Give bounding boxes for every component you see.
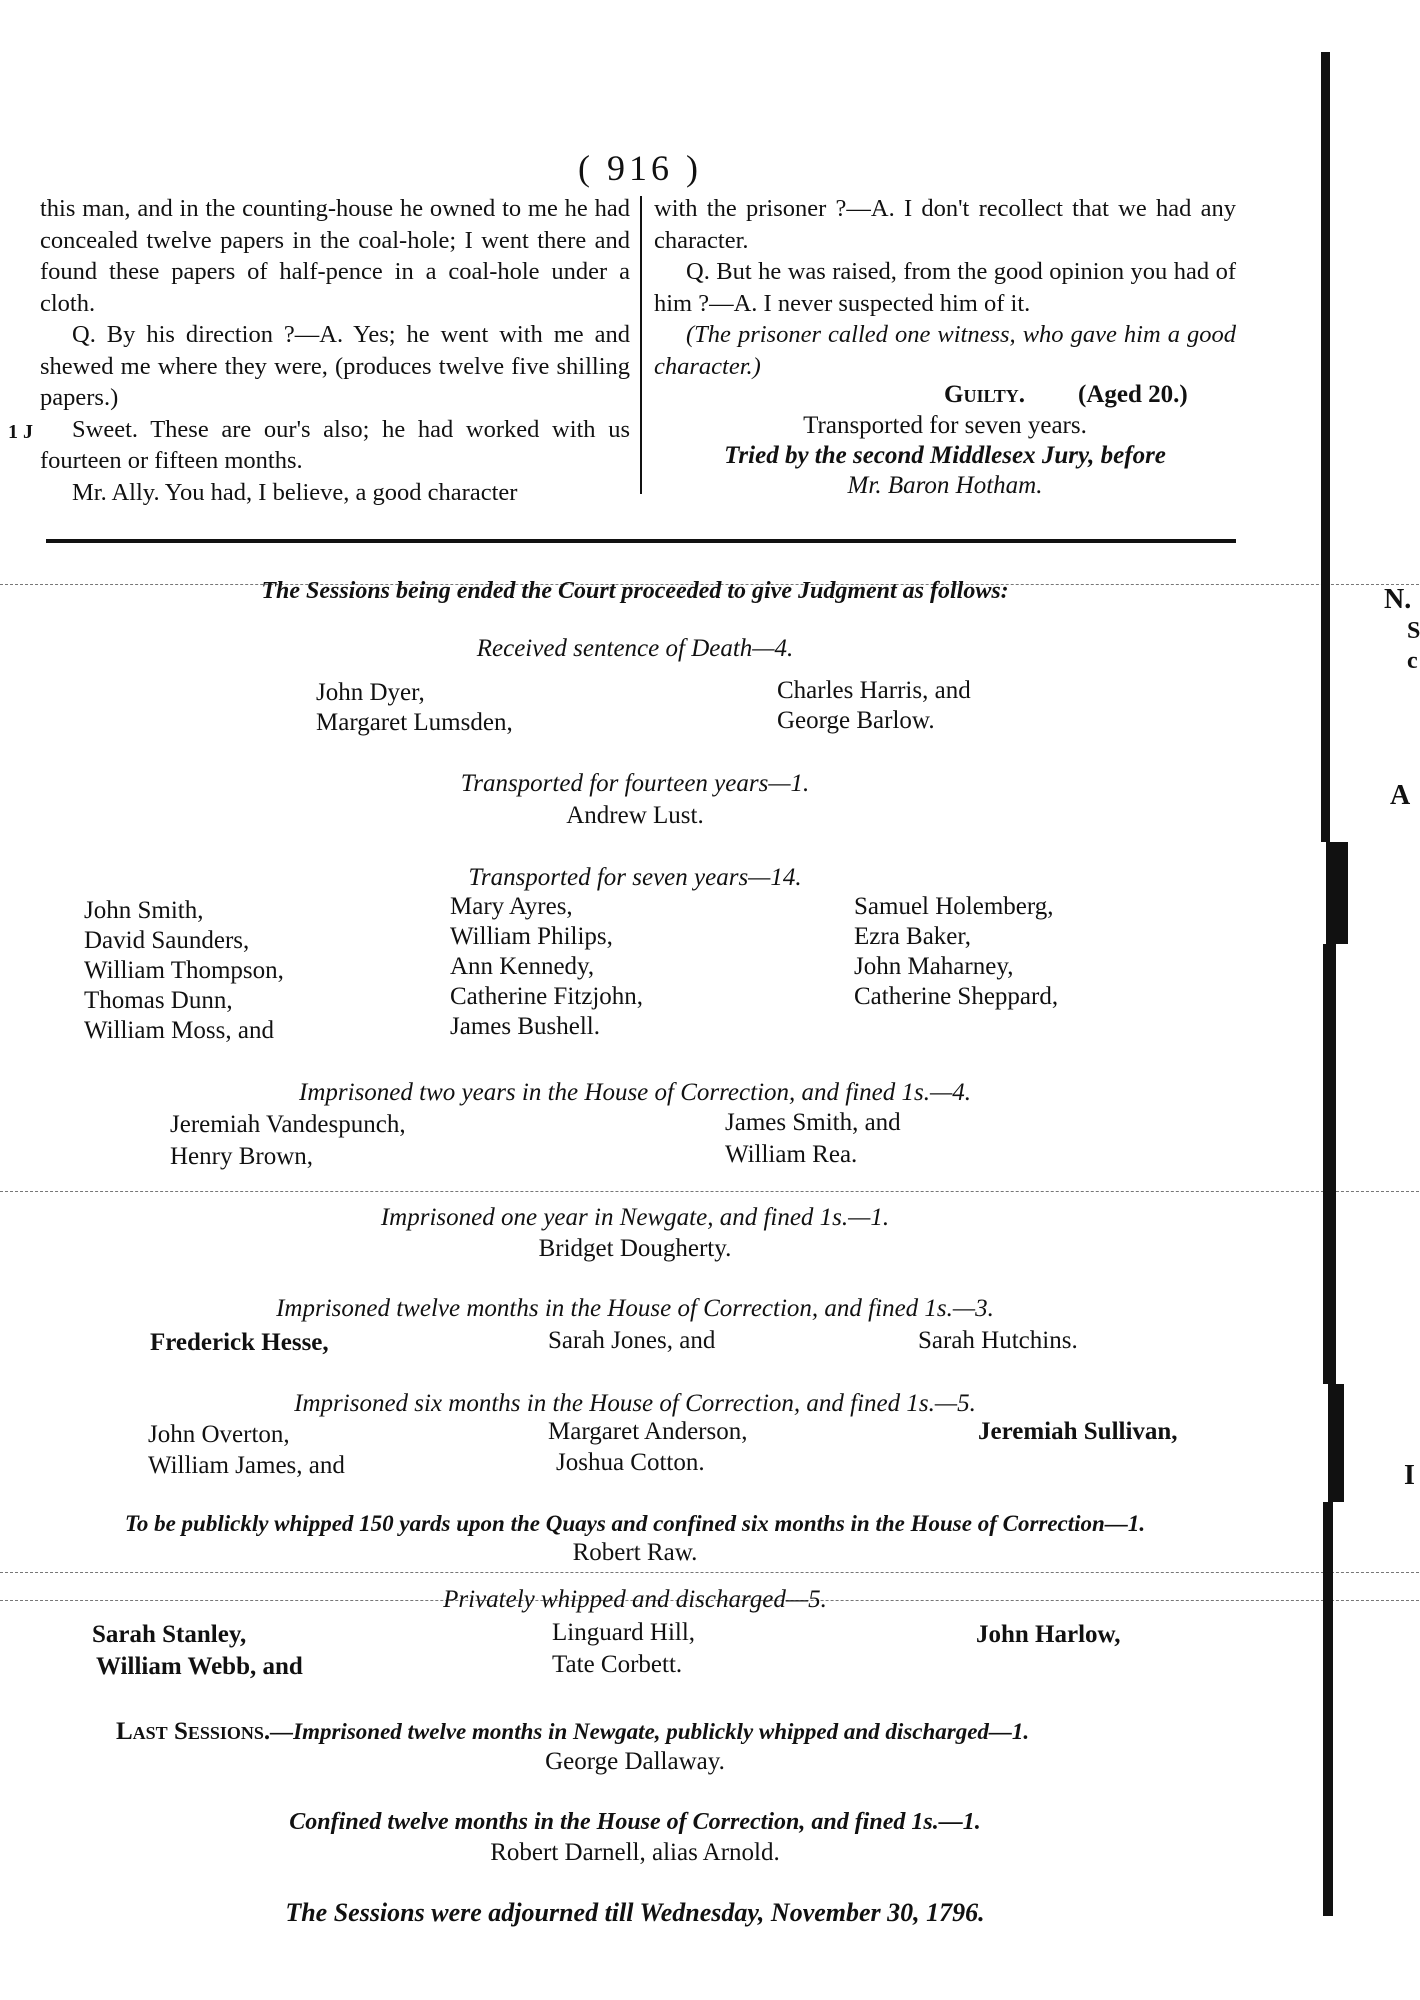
six-months-name: Joshua Cotton.: [556, 1449, 705, 1476]
death-name: Margaret Lumsden,: [316, 709, 513, 736]
two-years-name: Jeremiah Vandespunch,: [170, 1111, 406, 1138]
twelve-months-title: Imprisoned twelve months in the House of Correction, and fined 1s.—3.: [276, 1295, 994, 1322]
seven-name: David Saunders,: [84, 927, 250, 954]
seven-name: James Bushell.: [450, 1013, 600, 1040]
twelve-months-name: Sarah Jones, and: [548, 1327, 716, 1354]
death-name: George Barlow.: [777, 707, 935, 734]
right-paragraph-1: with the prisoner ?—A. I don't recollect that we had any character.: [654, 195, 1236, 254]
binding-edge: [1323, 944, 1336, 1384]
privately-name: Linguard Hill,: [552, 1619, 696, 1646]
adjournment-line: The Sessions were adjourned till Wednesday, November 30, 1796.: [285, 1898, 985, 1927]
margin-mark-right: c: [1407, 648, 1418, 674]
last-sessions-name: George Dallaway.: [545, 1748, 725, 1775]
margin-mark-right: S: [1407, 618, 1420, 644]
verdict-sentence: Transported for seven years.: [803, 412, 1087, 439]
left-paragraph-1: this man, and in the counting-house he owned to me he had concealed twelve papers in the coal-hole; I went there and found these papers of half-pence in a coal-hole under a cloth.: [40, 195, 630, 317]
one-year-name: Bridget Dougherty.: [538, 1235, 732, 1262]
privately-name: John Harlow,: [976, 1621, 1121, 1648]
last-sessions-title: —Imprisoned twelve months in Newgate, publickly whipped and discharged—1.: [270, 1719, 1030, 1744]
death-title: Received sentence of Death—4.: [476, 635, 794, 662]
right-paragraph-2: Q. But he was raised, from the good opinion you had of him ?—A. I never suspected him of it.: [654, 258, 1236, 317]
column-divider: [640, 196, 642, 494]
six-months-name: Margaret Anderson,: [548, 1418, 748, 1445]
privately-name: William Webb, and: [96, 1653, 303, 1680]
left-paragraph-2: Q. By his direction ?—A. Yes; he went with me and shewed me where they were, (produces twelve five shilling papers.): [40, 321, 630, 411]
margin-mark-right: I: [1404, 1460, 1415, 1491]
death-name: Charles Harris, and: [777, 677, 971, 704]
seven-name: John Smith,: [84, 897, 204, 924]
two-years-name: James Smith, and: [725, 1109, 901, 1136]
death-name: John Dyer,: [316, 679, 425, 706]
seven-name: Thomas Dunn,: [84, 987, 233, 1014]
margin-mark-right: N.: [1384, 584, 1412, 615]
left-column: [40, 193, 630, 508]
margin-mark-right: A: [1390, 780, 1411, 811]
seven-name: John Maharney,: [854, 953, 1014, 980]
seven-name: Samuel Holemberg,: [854, 893, 1054, 920]
seven-name: Ezra Baker,: [854, 923, 971, 950]
whipped-quays-name: Robert Raw.: [572, 1539, 698, 1566]
verdict-age: (Aged 20.): [1078, 381, 1188, 408]
seven-name: William Thompson,: [84, 957, 284, 984]
confined-title: Confined twelve months in the House of Correction, and fined 1s.—1.: [289, 1809, 981, 1835]
verdict-guilty: Guilty.: [944, 381, 1026, 408]
seven-title: Transported for seven years—14.: [468, 864, 802, 891]
binding-edge: [1321, 52, 1330, 842]
right-column: [654, 193, 1236, 382]
left-paragraph-3: Sweet. These are our's also; he had worked with us fourteen or fifteen months.: [40, 415, 630, 474]
binding-edge: [1323, 1502, 1333, 1916]
privately-name: Sarah Stanley,: [92, 1621, 247, 1648]
two-years-title: Imprisoned two years in the House of Correction, and fined 1s.—4.: [299, 1079, 971, 1106]
one-year-title: Imprisoned one year in Newgate, and fined 1s.—1.: [380, 1204, 890, 1231]
two-years-name: Henry Brown,: [170, 1143, 314, 1170]
privately-title: Privately whipped and discharged—5.: [443, 1586, 827, 1613]
judge-name: Mr. Baron Hotham.: [847, 472, 1043, 499]
section-rule: [46, 539, 1236, 543]
privately-name: Tate Corbett.: [552, 1651, 683, 1678]
margin-mark-left: 1 J: [8, 421, 33, 443]
judgment-heading: The Sessions being ended the Court proceeded to give Judgment as follows:: [261, 578, 1009, 604]
seven-name: Catherine Fitzjohn,: [450, 983, 644, 1010]
six-months-title: Imprisoned six months in the House of Correction, and fined 1s.—5.: [294, 1390, 976, 1417]
twelve-months-name: Sarah Hutchins.: [918, 1327, 1078, 1354]
seven-name: Ann Kennedy,: [450, 953, 595, 980]
binding-edge: [1328, 1384, 1344, 1502]
twelve-months-name: Frederick Hesse,: [150, 1329, 329, 1356]
page-number: ( 916 ): [578, 148, 702, 188]
seven-name: William Philips,: [450, 923, 613, 950]
seven-name: William Moss, and: [84, 1017, 274, 1044]
left-paragraph-4: Mr. Ally. You had, I believe, a good character: [72, 478, 518, 506]
seven-name: Mary Ayres,: [450, 893, 573, 920]
fourteen-name: Andrew Lust.: [566, 802, 704, 829]
tried-by: Tried by the second Middlesex Jury, before: [724, 442, 1166, 469]
last-sessions-label: Last Sessions.: [116, 1718, 271, 1745]
binding-edge: [1326, 842, 1348, 944]
six-months-name: John Overton,: [148, 1421, 290, 1448]
six-months-name: William James, and: [148, 1452, 345, 1479]
confined-name: Robert Darnell, alias Arnold.: [490, 1839, 780, 1866]
two-years-name: William Rea.: [725, 1141, 858, 1168]
right-paragraph-3: (The prisoner called one witness, who gave him a good character.): [654, 321, 1236, 380]
six-months-name: Jeremiah Sullivan,: [978, 1418, 1178, 1445]
scan-line: [0, 1572, 1419, 1573]
fourteen-title: Transported for fourteen years—1.: [460, 770, 810, 797]
whipped-quays-title: To be publickly whipped 150 yards upon the Quays and confined six months in the House of Correction—1.: [124, 1511, 1146, 1536]
seven-name: Catherine Sheppard,: [854, 983, 1059, 1010]
scan-line: [0, 1191, 1419, 1192]
last-sessions-line: [116, 1717, 1029, 1747]
